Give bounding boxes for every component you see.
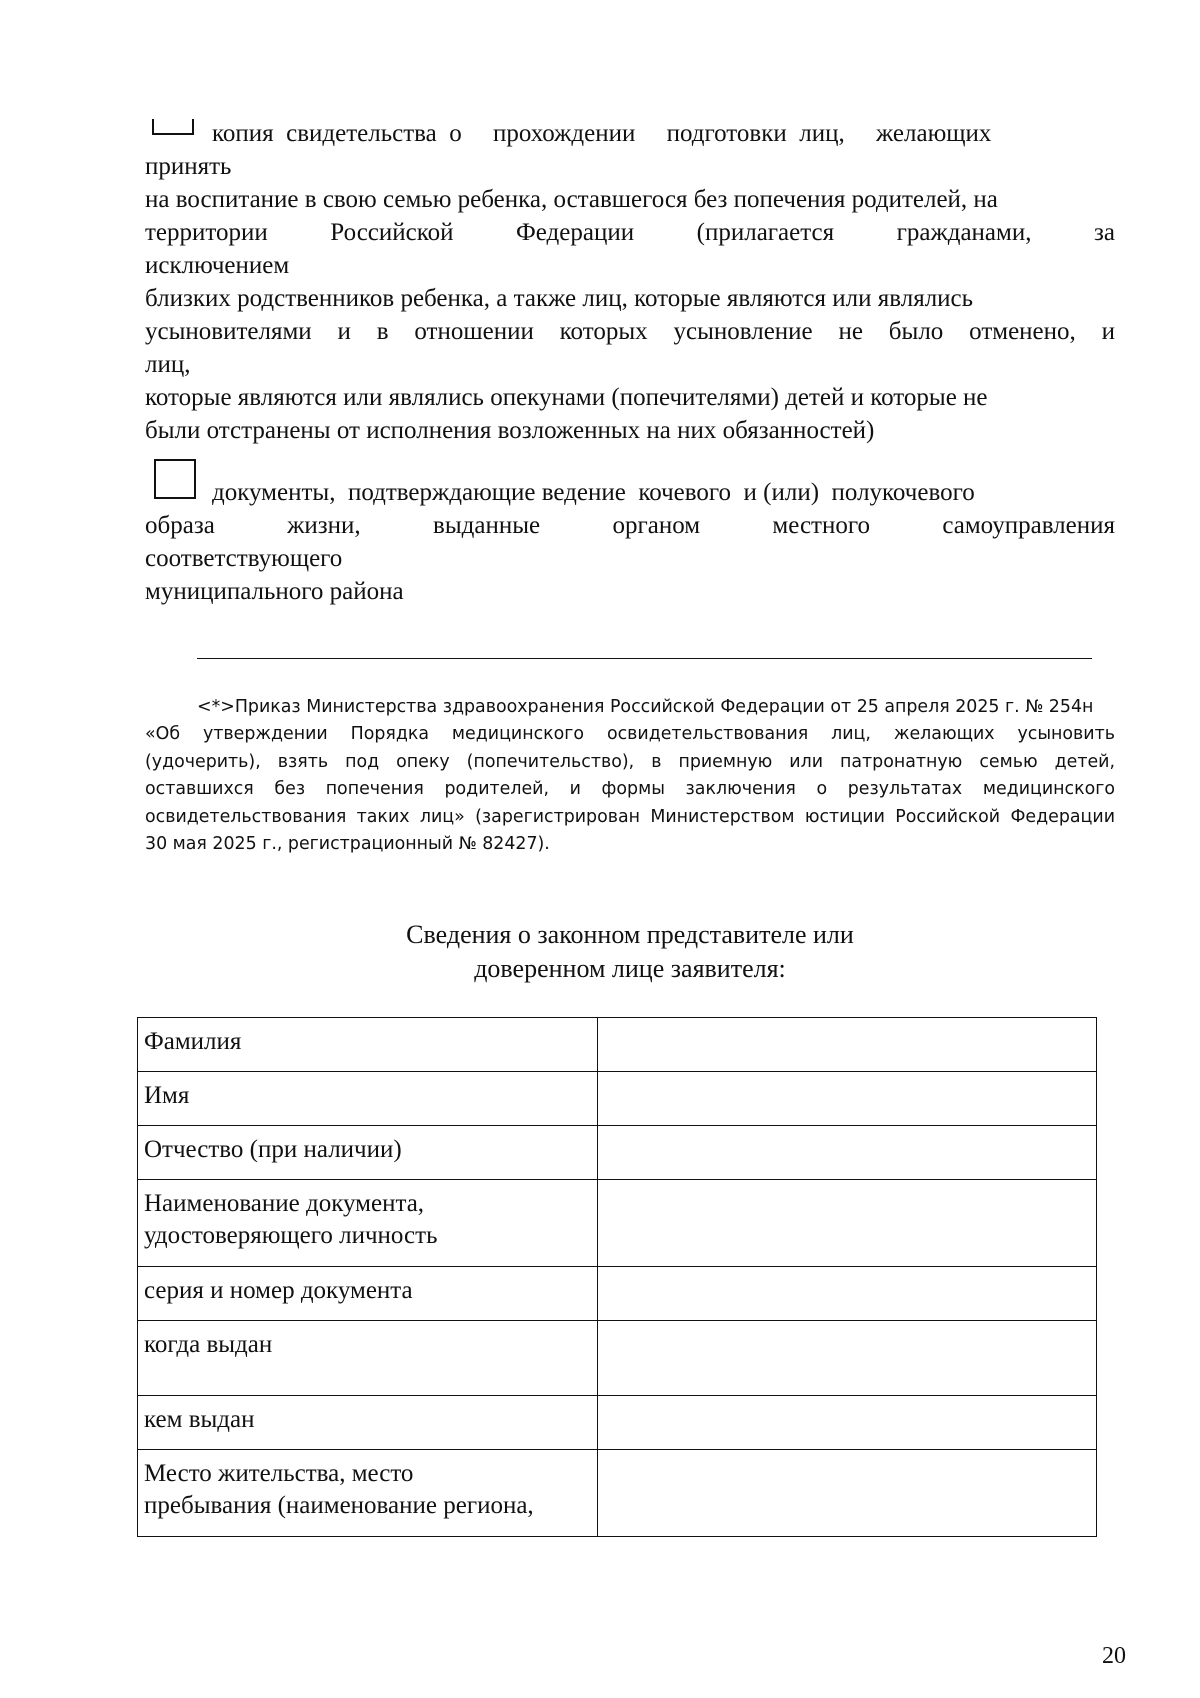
section-title — [145, 918, 1115, 986]
row-label — [138, 1321, 598, 1396]
row-value-field[interactable] — [598, 1072, 1097, 1126]
row-label-text: Отчество (при наличии) — [144, 1136, 402, 1163]
paragraph-line: лиц, — [145, 351, 191, 378]
row-label-text: кем выдан — [144, 1406, 255, 1433]
row-label-text: удостоверяющего личность — [144, 1222, 438, 1249]
table-row — [138, 1396, 1097, 1450]
footnote-line: оставшихся без попечения родителей, и формы заключения о результатах медицинского — [145, 779, 1115, 800]
checkbox-certificate-copy[interactable] — [152, 119, 194, 135]
paragraph-line: территории Российской Федерации (прилагается гражданами, за — [145, 219, 1115, 246]
paragraph-line: муниципального района — [145, 578, 404, 605]
row-label — [138, 1126, 598, 1180]
table-row — [138, 1072, 1097, 1126]
table-row — [138, 1018, 1097, 1072]
row-label-text: серия и номер документа — [144, 1277, 413, 1304]
row-label-text: пребывания (наименование региона, — [144, 1492, 534, 1519]
footnote-line: освидетельствования таких лиц» (зарегистрирован Министерством юстиции Российской Федерации — [145, 806, 1115, 827]
row-label-text: Наименование документа, — [144, 1190, 425, 1217]
paragraph-line: исключением — [145, 252, 290, 279]
row-value-field[interactable] — [598, 1396, 1097, 1450]
row-value-field[interactable] — [598, 1018, 1097, 1072]
paragraph-line: документы, подтверждающие ведение кочевого и (или) полукочевого — [212, 479, 975, 506]
paragraph-line: копия свидетельства о прохождении подготовки лиц, желающих — [145, 117, 1115, 150]
footnote-line: (удочерить), взять под опеку (попечительство), в приемную или патронатную семью детей, — [145, 751, 1115, 772]
footnote — [145, 694, 1115, 858]
paragraph-certificate-copy — [145, 117, 1115, 447]
table-row — [138, 1180, 1097, 1267]
paragraph-line: на воспитание в свою семью ребенка, оставшегося без попечения родителей, на — [145, 186, 998, 213]
row-label — [138, 1072, 598, 1126]
paragraph-line: усыновителями и в отношении которых усыновление не было отменено, и — [145, 318, 1115, 345]
section-title-line: Сведения о законном представителе или — [406, 920, 854, 949]
row-value-field[interactable] — [598, 1321, 1097, 1396]
paragraph-line: принять — [145, 153, 232, 180]
paragraph-line: образа жизни, выданные органом местного самоуправления — [145, 512, 1115, 539]
table-row — [138, 1267, 1097, 1321]
table-row — [138, 1450, 1097, 1537]
row-label-text: Фамилия — [144, 1028, 242, 1055]
row-label — [138, 1396, 598, 1450]
row-label-text: Место жительства, место — [144, 1460, 414, 1487]
paragraph-nomadic-documents — [145, 476, 1115, 608]
row-label — [138, 1180, 598, 1267]
row-value-field[interactable] — [598, 1180, 1097, 1267]
paragraph-line: близких родственников ребенка, а также лиц, которые являются или являлись — [145, 285, 974, 312]
row-value-field[interactable] — [598, 1126, 1097, 1180]
section-title-line: доверенном лице заявителя: — [474, 954, 786, 983]
row-label-text: Имя — [144, 1082, 190, 1109]
paragraph-line: которые являются или являлись опекунами (попечителями) детей и которые не — [145, 384, 988, 411]
row-label — [138, 1267, 598, 1321]
row-label — [138, 1450, 598, 1537]
representative-table — [137, 1017, 1097, 1537]
footnote-line: <*>Приказ Министерства здравоохранения Российской Федерации от 25 апреля 2025 г. № 254н — [197, 697, 1094, 717]
page-number: 20 — [1102, 1643, 1126, 1669]
table-row — [138, 1126, 1097, 1180]
paragraph-line: соответствующего — [145, 545, 343, 572]
footnote-line: 30 мая 2025 г., регистрационный № 82427). — [145, 834, 550, 855]
row-label — [138, 1018, 598, 1072]
row-value-field[interactable] — [598, 1450, 1097, 1537]
row-value-field[interactable] — [598, 1267, 1097, 1321]
table-row — [138, 1321, 1097, 1396]
footnote-separator — [197, 658, 1092, 659]
row-label-text: когда выдан — [144, 1331, 273, 1358]
paragraph-line: были отстранены от исполнения возложенных на них обязанностей) — [145, 417, 875, 444]
footnote-line: «Об утверждении Порядка медицинского освидетельствования лиц, желающих усыновить — [145, 724, 1115, 745]
